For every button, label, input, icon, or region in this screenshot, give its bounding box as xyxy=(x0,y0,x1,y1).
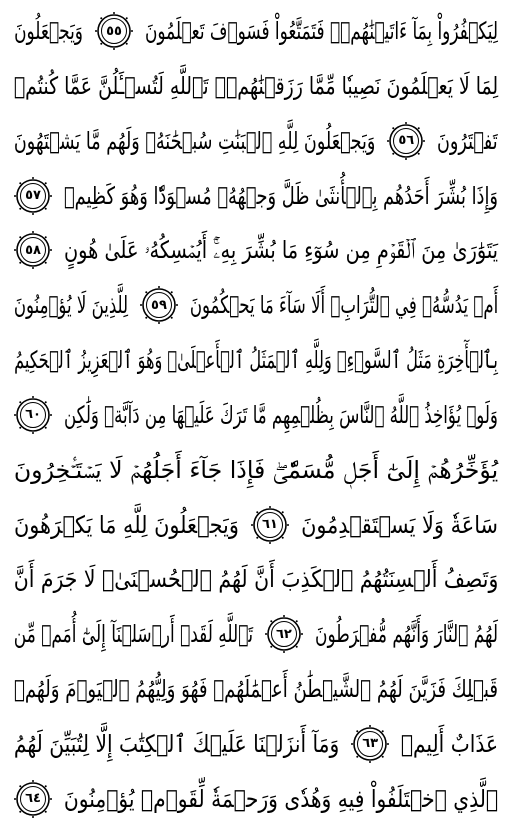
ayah-number-marker xyxy=(387,122,425,160)
ayah-number-marker xyxy=(265,615,303,653)
text-line xyxy=(14,171,498,221)
ayah-number: ٦٢ xyxy=(275,626,292,642)
verse-text: تَفۡتَرُونَ xyxy=(437,126,498,155)
verse-text: يَتَوَٰرَىٰ مِنَ ٱلۡقَوۡمِ مِن سُوٓءِ مَا بُشِّرَ بِهِۦٓۚ أَيُمۡسِكُهُۥ عَلَىٰ هُونٍ xyxy=(63,236,499,265)
text-line xyxy=(14,445,498,495)
ayah-number: ٥٨ xyxy=(25,242,41,258)
ayah-number-marker xyxy=(351,725,389,763)
text-line xyxy=(14,664,498,714)
ayah-number: ٥٧ xyxy=(25,188,41,204)
verse-text: وَيَجۡعَلُونَ لِلَّهِ ٱلۡبَنَٰتِ سُبۡحَٰنَهُۥ وَلَهُم مَّا يَشۡتَهُونَ xyxy=(13,126,376,155)
ayah-number-marker xyxy=(14,177,52,215)
ayah-number: ٦٣ xyxy=(362,736,379,752)
text-line xyxy=(14,6,498,56)
verse-text: وَمَآ أَنزَلۡنَا عَلَيۡكَ ٱلۡكِتَٰبَ إِلَّا لِتُبَيِّنَ لَهُمُ xyxy=(13,729,340,758)
verse-text: بِٱلۡأٓخِرَةِ مَثَلُ ٱلسَّوۡءِۖ وَلِلَّهِ ٱلۡمَثَلُ ٱلۡأَعۡلَىٰۚ وَهُوَ ٱلۡعَزِيزُ ٱلۡحَكِيمُ xyxy=(14,346,498,375)
verse-text: وَيَجۡعَلُونَ xyxy=(14,17,83,45)
text-line xyxy=(14,61,498,111)
verse-text: وَتَصِفُ أَلۡسِنَتُهُمُ ٱلۡكَذِبَ أَنَّ لَهُمُ ٱلۡحُسۡنَىٰۖ لَا جَرَمَ أَنَّ xyxy=(13,565,499,594)
text-line xyxy=(14,116,498,166)
verse-text: تَٱللَّهِ لَقَدۡ أَرۡسَلۡنَآ إِلَىٰٓ أُمَمٖ مِّن xyxy=(13,620,254,649)
verse-text: قَبۡلِكَ فَزَيَّنَ لَهُمُ ٱلشَّيۡطَٰنُ أَعۡمَٰلَهُمۡ فَهُوَ وَلِيُّهُمُ ٱلۡيَوۡمَ وَلَهُمۡ xyxy=(13,675,499,704)
verse-text: لِمَا لَا يَعۡلَمُونَ نَصِيبٗا مِّمَّا رَزَقۡنَٰهُمۡۗ تَٱللَّهِ لَتُسۡـَٔلُنَّ عَمَّا كُنتُمۡ xyxy=(13,71,499,100)
text-line xyxy=(14,719,498,769)
text-line xyxy=(14,554,498,604)
verse-text: عَذَابٌ أَلِيمٞ xyxy=(400,729,499,758)
text-line xyxy=(14,335,498,385)
verse-text: لِلَّذِينَ لَا يُؤۡمِنُونَ xyxy=(13,291,129,320)
ayah-number: ٥٥ xyxy=(106,23,122,39)
verse-text: سَاعَةٗ وَلَا يَسۡتَقۡدِمُونَ xyxy=(300,510,498,539)
verse-text: ٱلَّذِي ٱخۡتَلَفُواْ فِيهِ وَهُدٗى وَرَحۡمَةٗ لِّقَوۡمٖ يُؤۡمِنُونَ xyxy=(63,784,499,813)
text-line xyxy=(14,225,498,275)
ayah-number: ٦١ xyxy=(261,517,278,533)
ayah-number: ٦٤ xyxy=(25,791,41,807)
text-line xyxy=(14,774,498,824)
verse-text: لِيَكۡفُرُواْ بِمَآ ءَاتَيۡنَٰهُمۡۚ فَتَمَتَّعُواْ فَسَوۡفَ تَعۡلَمُونَ xyxy=(145,17,499,45)
ayah-number-marker xyxy=(140,286,178,324)
verse-text: يُؤَخِّرُهُمۡ إِلَىٰٓ أَجَلٖ مُّسَمّٗىۖ فَإِذَا جَآءَ أَجَلُهُمۡ لَا يَسۡتَـٔۡخِرُونَ xyxy=(13,455,499,484)
ayah-number-marker xyxy=(251,506,289,544)
text-line xyxy=(14,390,498,440)
ayah-number-marker xyxy=(14,780,52,818)
verse-text: وَإِذَا بُشِّرَ أَحَدُهُم بِٱلۡأُنثَىٰ ظَلَّ وَجۡهُهُۥ مُسۡوَدّٗا وَهُوَ كَظِيمٞ xyxy=(63,181,499,210)
verse-text: وَلَوۡ يُؤَاخِذُ ٱللَّهُ ٱلنَّاسَ بِظُلۡمِهِم مَّا تَرَكَ عَلَيۡهَا مِن دَآبَّةٖ وَلَٰكِن xyxy=(64,400,498,429)
verse-text: لَهُمُ ٱلنَّارَ وَأَنَّهُم مُّفۡرَطُونَ xyxy=(314,620,498,649)
text-line xyxy=(14,280,498,330)
ayah-number: ٥٦ xyxy=(398,133,415,149)
verse-text: وَيَجۡعَلُونَ لِلَّهِ مَا يَكۡرَهُونَ xyxy=(13,510,239,539)
ayah-number-marker xyxy=(14,231,52,269)
ayah-number-marker xyxy=(95,12,133,50)
verse-text: أَمۡ يَدُسُّهُۥ فِي ٱلتُّرَابِۗ أَلَا سَآءَ مَا يَحۡكُمُونَ xyxy=(189,291,499,320)
text-line xyxy=(14,500,498,550)
ayah-number: ٦٠ xyxy=(25,407,41,423)
text-line xyxy=(14,609,498,659)
ayah-number-marker xyxy=(14,396,52,434)
ayah-number: ٥٩ xyxy=(151,297,167,313)
